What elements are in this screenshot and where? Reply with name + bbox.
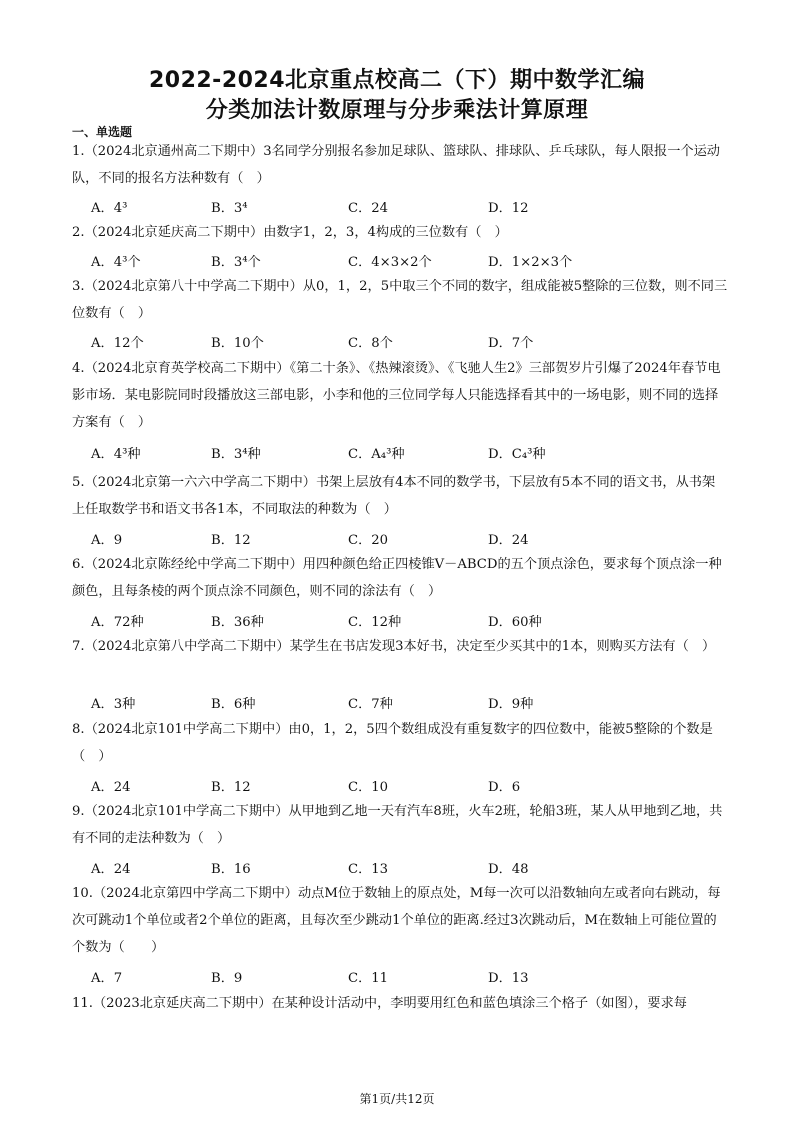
options-7 bbox=[91, 693, 731, 713]
option-d: D．48 bbox=[488, 862, 529, 877]
option-d: D．24 bbox=[488, 533, 529, 548]
option-b: B．9 bbox=[211, 971, 243, 986]
option-b: B．3⁴种 bbox=[211, 447, 261, 462]
question-10: 10.（2024北京第四中学高二下期中）动点M位于数轴上的原点处，M每一次可以沿数轴向左或者向右跳动，每次可跳动1个单位或者2个单位的距离，且每次至少跳动1个单位的距离.经过3次跳动后，M在数轴上可能位置的个数为（ ） bbox=[72, 886, 721, 955]
page-footer: 第1页/共12页 bbox=[359, 1092, 435, 1106]
option-a: A．3种 bbox=[91, 697, 136, 712]
option-a: A．12个 bbox=[91, 336, 144, 351]
option-b: B．6种 bbox=[211, 697, 256, 712]
option-c: C．4×3×2个 bbox=[348, 255, 432, 270]
options-4 bbox=[91, 443, 731, 463]
option-a: A．9 bbox=[91, 533, 123, 548]
option-d: D．60种 bbox=[488, 615, 542, 630]
option-c: C．12种 bbox=[348, 615, 402, 630]
option-b: B．3⁴个 bbox=[211, 255, 261, 270]
option-c: C．24 bbox=[348, 201, 389, 216]
question-3: 3.（2024北京第八十中学高二下期中）从0，1，2，5中取三个不同的数字，组成能被5整除的三位数，则不同三位数有（ ） bbox=[72, 279, 728, 321]
option-d: D．1×2×3个 bbox=[488, 255, 573, 270]
option-a: A．24 bbox=[91, 862, 131, 877]
option-c: C．10 bbox=[348, 780, 389, 795]
question-6: 6.（2024北京陈经纶中学高二下期中）用四种颜色给正四棱锥V－ABCD的五个顶点涂色，要求每个顶点涂一种颜色，且每条棱的两个顶点涂不同颜色，则不同的涂法有（ ） bbox=[72, 557, 722, 599]
section-heading: 一、单选题 bbox=[72, 125, 133, 139]
document-title: 2022-2024北京重点校高二（下）期中数学汇编 bbox=[148, 68, 646, 93]
option-b: B．10个 bbox=[211, 336, 264, 351]
question-5: 5.（2024北京第一六六中学高二下期中）书架上层放有4本不同的数学书，下层放有5本不同的语文书，从书架上任取数学书和语文书各1本，不同取法的种数为（ ） bbox=[72, 475, 716, 517]
option-a: A．24 bbox=[91, 780, 131, 795]
question-2: 2.（2024北京延庆高二下期中）由数字1，2，3，4构成的三位数有（ ） bbox=[72, 225, 508, 240]
option-c: C．13 bbox=[348, 862, 389, 877]
option-d: D．13 bbox=[488, 971, 529, 986]
question-8: 8.（2024北京101中学高二下期中）由0，1，2，5四个数组成没有重复数字的四位数中，能被5整除的个数是（ ） bbox=[72, 722, 713, 764]
option-b: B．36种 bbox=[211, 615, 264, 630]
option-b: B．16 bbox=[211, 862, 251, 877]
options-3 bbox=[91, 332, 731, 352]
option-a: A．4³种 bbox=[91, 447, 141, 462]
option-c: C．7种 bbox=[348, 697, 393, 712]
option-d: D．6 bbox=[488, 780, 521, 795]
options-2 bbox=[91, 251, 731, 271]
option-b: B．3⁴ bbox=[211, 201, 248, 216]
option-d: D．9种 bbox=[488, 697, 534, 712]
document-subtitle: 分类加法计数原理与分步乘法计算原理 bbox=[205, 98, 589, 123]
option-a: A．72种 bbox=[91, 615, 144, 630]
question-4: 4.（2024北京育英学校高二下期中）《第二十条》、《热辣滚烫》、《飞驰人生2》三部贺岁片引爆了2024年春节电影市场．某电影院同时段播放这三部电影，小李和他的三位同学每人只能选择看其中的一场电影，则不同的选择方案有（ ） bbox=[72, 361, 721, 430]
option-c: C．11 bbox=[348, 971, 389, 986]
option-d: D．7个 bbox=[488, 336, 534, 351]
question-9: 9.（2024北京101中学高二下期中）从甲地到乙地一天有汽车8班，火车2班，轮船3班，某人从甲地到乙地，共有不同的走法种数为（ ） bbox=[72, 804, 723, 846]
question-1: 1.（2024北京通州高二下期中）3名同学分别报名参加足球队、篮球队、排球队、乒乓球队，每人限报一个运动队，不同的报名方法种数有（ ） bbox=[72, 144, 720, 186]
option-a: A．7 bbox=[91, 971, 123, 986]
option-c: C．A₄³种 bbox=[348, 447, 405, 462]
options-5 bbox=[91, 529, 731, 549]
option-c: C．8个 bbox=[348, 336, 393, 351]
options-6 bbox=[91, 611, 731, 631]
options-8 bbox=[91, 776, 731, 796]
option-d: D．12 bbox=[488, 201, 529, 216]
option-b: B．12 bbox=[211, 533, 251, 548]
option-d: D．C₄³种 bbox=[488, 447, 546, 462]
question-7: 7.（2024北京第八中学高二下期中）某学生在书店发现3本好书，决定至少买其中的1本，则购买方法有（ ） bbox=[72, 639, 716, 654]
options-9 bbox=[91, 858, 731, 878]
option-b: B．12 bbox=[211, 780, 251, 795]
options-10 bbox=[91, 967, 731, 987]
option-a: A．4³ bbox=[91, 201, 128, 216]
options-1 bbox=[91, 197, 731, 217]
option-a: A．4³个 bbox=[91, 255, 141, 270]
option-c: C．20 bbox=[348, 533, 389, 548]
question-11: 11.（2023北京延庆高二下期中）在某种设计活动中，李明要用红色和蓝色填涂三个格子（如图），要求每 bbox=[72, 996, 687, 1011]
